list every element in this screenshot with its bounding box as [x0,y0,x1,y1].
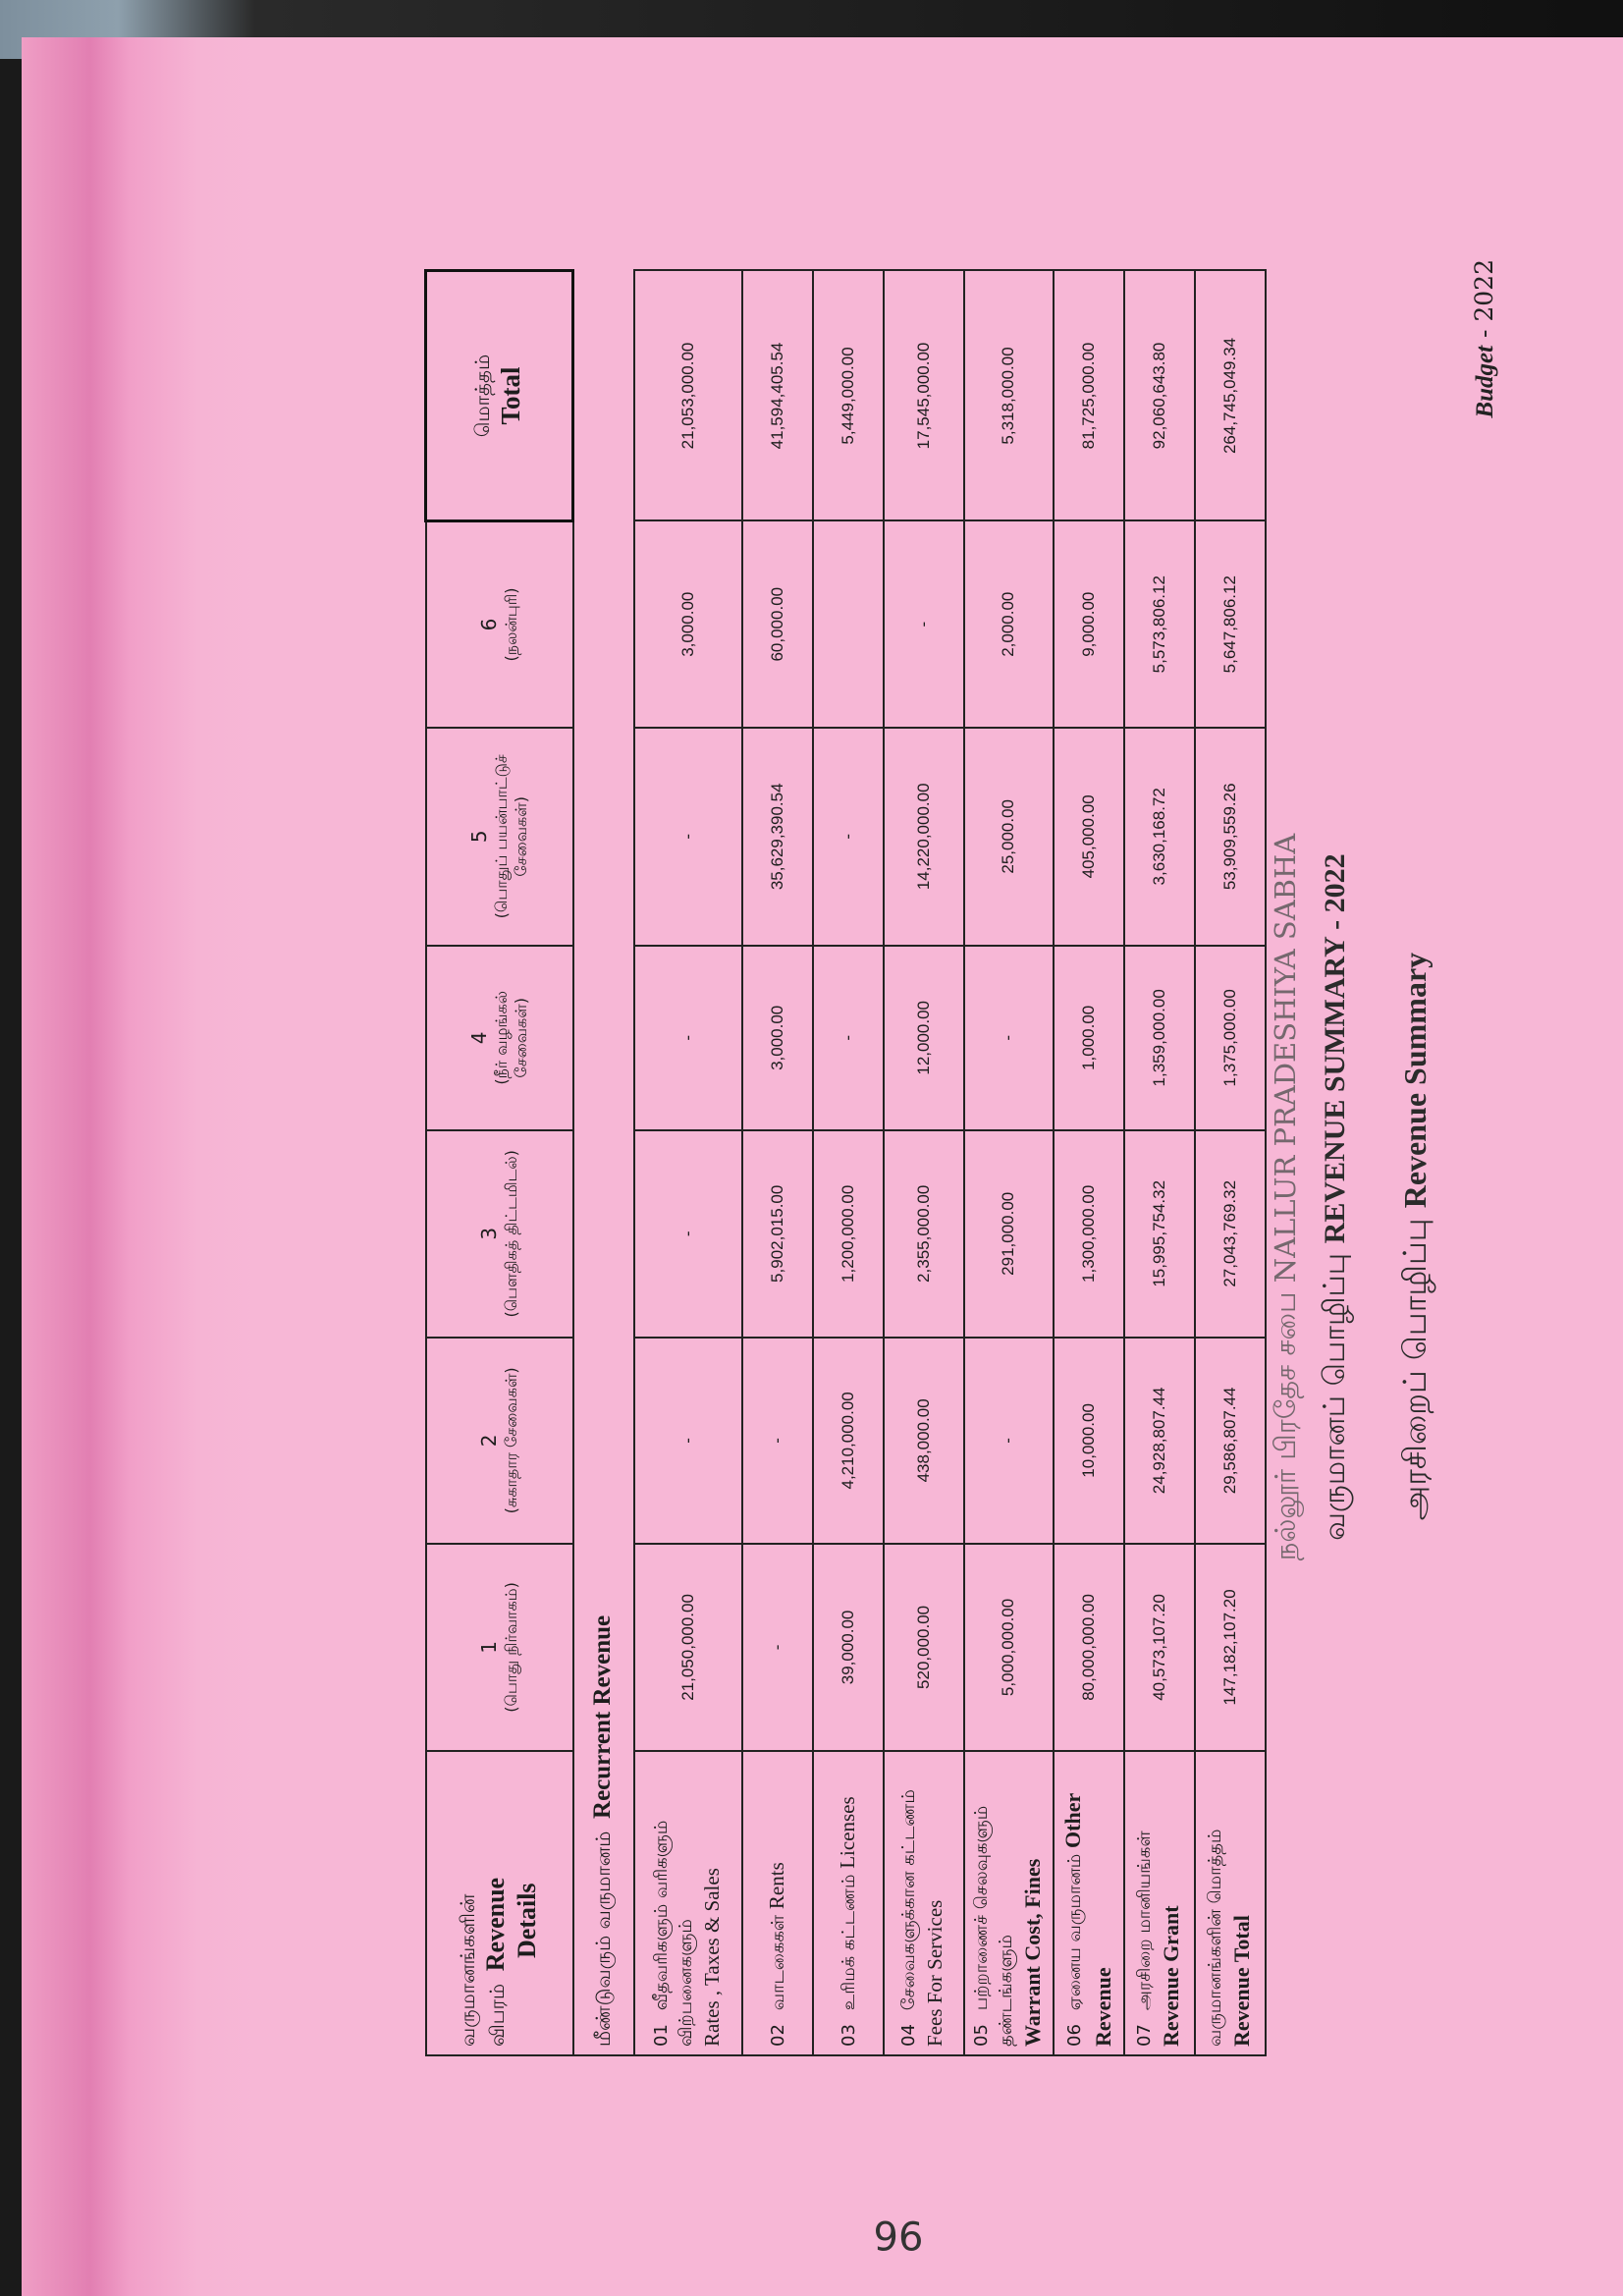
cell: 12,000.00 [884,946,964,1130]
header-row [426,271,573,2056]
table-row [1054,271,1124,2056]
row-label: 07அரசிறை மானியங்கள் Revenue Grant [1124,1751,1195,2055]
cell: 5,902,015.00 [742,1130,813,1338]
cell: 5,000,000.00 [964,1544,1054,1751]
col-header-2: 2 (சுகாதார சேவைகள்) [426,1338,573,1545]
cell: 291,000.00 [964,1130,1054,1338]
cell: 53,909,559.26 [1195,728,1266,946]
section-row [573,271,634,2056]
cell: 80,000,000.00 [1054,1544,1124,1751]
document-page [22,37,1623,2296]
cell: 4,210,000.00 [813,1338,884,1545]
cell: - [634,946,742,1130]
section-label: மீண்டுவரும் வருமானம் Recurrent Revenue [573,271,634,2056]
cell-total: 21,053,000.00 [634,271,742,521]
table-row [964,271,1054,2056]
cell: 60,000.00 [742,520,813,728]
cell: 29,586,807.44 [1195,1338,1266,1545]
cell: 1,000.00 [1054,946,1124,1130]
col-header-total: மொத்தம் Total [426,271,573,521]
cell: 147,182,107.20 [1195,1544,1266,1751]
table-row [884,271,964,2056]
cell: - [964,946,1054,1130]
table-title: அரசிறைப் பொழிப்பு Revenue Summary [1396,952,1434,1521]
cell: - [813,946,884,1130]
col-header-5: 5 (பொதுப் பயன்பாட்டுச் சேவைகள்) [426,728,573,946]
table-row [813,271,884,2056]
cell: 2,355,000.00 [884,1130,964,1338]
total-row [1195,271,1266,2056]
cell: 14,220,000.00 [884,728,964,946]
cell: 5,647,806.12 [1195,520,1266,728]
cell-total: 81,725,000.00 [1054,271,1124,521]
cell-total: 17,545,000.00 [884,271,964,521]
cell: 1,359,000.00 [1124,946,1195,1130]
cell: 2,000.00 [964,520,1054,728]
cell-total: 5,449,000.00 [813,271,884,521]
total-row-label: வருமானங்களின் மொத்தம் Revenue Total [1195,1751,1266,2055]
cell: - [634,1338,742,1545]
cell: - [742,1544,813,1751]
cell-total: 5,318,000.00 [964,271,1054,521]
cell: 5,573,806.12 [1124,520,1195,728]
row-label: 05பற்றாணைச் செலவுகளும் தண்டங்களும் Warrant Cost, Fines [964,1751,1054,2055]
cell: 1,200,000.00 [813,1130,884,1338]
cell: 3,000.00 [742,946,813,1130]
row-label: 03உரிமக் கட்டணம் Licenses [813,1751,884,2055]
summary-title: வருமானப் பொழிப்பு REVENUE SUMMARY - 2022 [1318,853,1352,1541]
cell: 3,000.00 [634,520,742,728]
row-label: 02வாடகைகள் Rents [742,1751,813,2055]
cell: 40,573,107.20 [1124,1544,1195,1751]
cell: 27,043,769.32 [1195,1130,1266,1338]
cell: - [634,728,742,946]
table-row [634,271,742,2056]
cell: - [964,1338,1054,1545]
row-label: 04சேவைகளுக்கான கட்டணம் Fees For Services [884,1751,964,2055]
cell: 438,000.00 [884,1338,964,1545]
cell-total: 92,060,643.80 [1124,271,1195,521]
organization-title: நல்லூர் பிரதேச சபை NALLUR PRADESHIYA SABHA [1269,833,1302,1561]
revenue-summary-table [424,269,1267,2056]
cell: - [884,520,964,728]
cell: 405,000.00 [1054,728,1124,946]
cell: 24,928,807.44 [1124,1338,1195,1545]
col-header-4: 4 (நீர் வழங்கல் சேவைகள்) [426,946,573,1130]
cell: 15,995,754.32 [1124,1130,1195,1338]
cell: 520,000.00 [884,1544,964,1751]
cell: 39,000.00 [813,1544,884,1751]
page-number: 96 [873,2214,924,2261]
cell [813,520,884,728]
rotated-content [424,259,1514,2261]
cell: 3,630,168.72 [1124,728,1195,946]
col-header-details: வருமானங்களின் விபரம் Revenue Details [426,1751,573,2055]
cell: 35,629,390.54 [742,728,813,946]
cell: 1,300,000.00 [1054,1130,1124,1338]
grand-total: 264,745,049.34 [1195,271,1266,521]
col-header-3: 3 (பௌதிகத் திட்டமிடல்) [426,1130,573,1338]
col-header-6: 6 (நலன்புரி) [426,520,573,728]
cell: 10,000.00 [1054,1338,1124,1545]
budget-label: Budget - 2022 [1470,259,1498,418]
cell: 9,000.00 [1054,520,1124,728]
cell: - [813,728,884,946]
page-fold-shadow [22,37,257,2296]
cell: 21,050,000.00 [634,1544,742,1751]
col-header-1: 1 (பொது நிர்வாகம்) [426,1544,573,1751]
table-row [742,271,813,2056]
cell: 1,375,000.00 [1195,946,1266,1130]
cell-total: 41,594,405.54 [742,271,813,521]
table-row [1124,271,1195,2056]
row-label: 06ஏனைய வருமானம் Other Revenue [1054,1751,1124,2055]
cell: 25,000.00 [964,728,1054,946]
cell: - [742,1338,813,1545]
row-label: 01வீதவரிகளும் வரிகளும் விற்பனைகளும் Rates , Taxes & Sales [634,1751,742,2055]
cell: - [634,1130,742,1338]
